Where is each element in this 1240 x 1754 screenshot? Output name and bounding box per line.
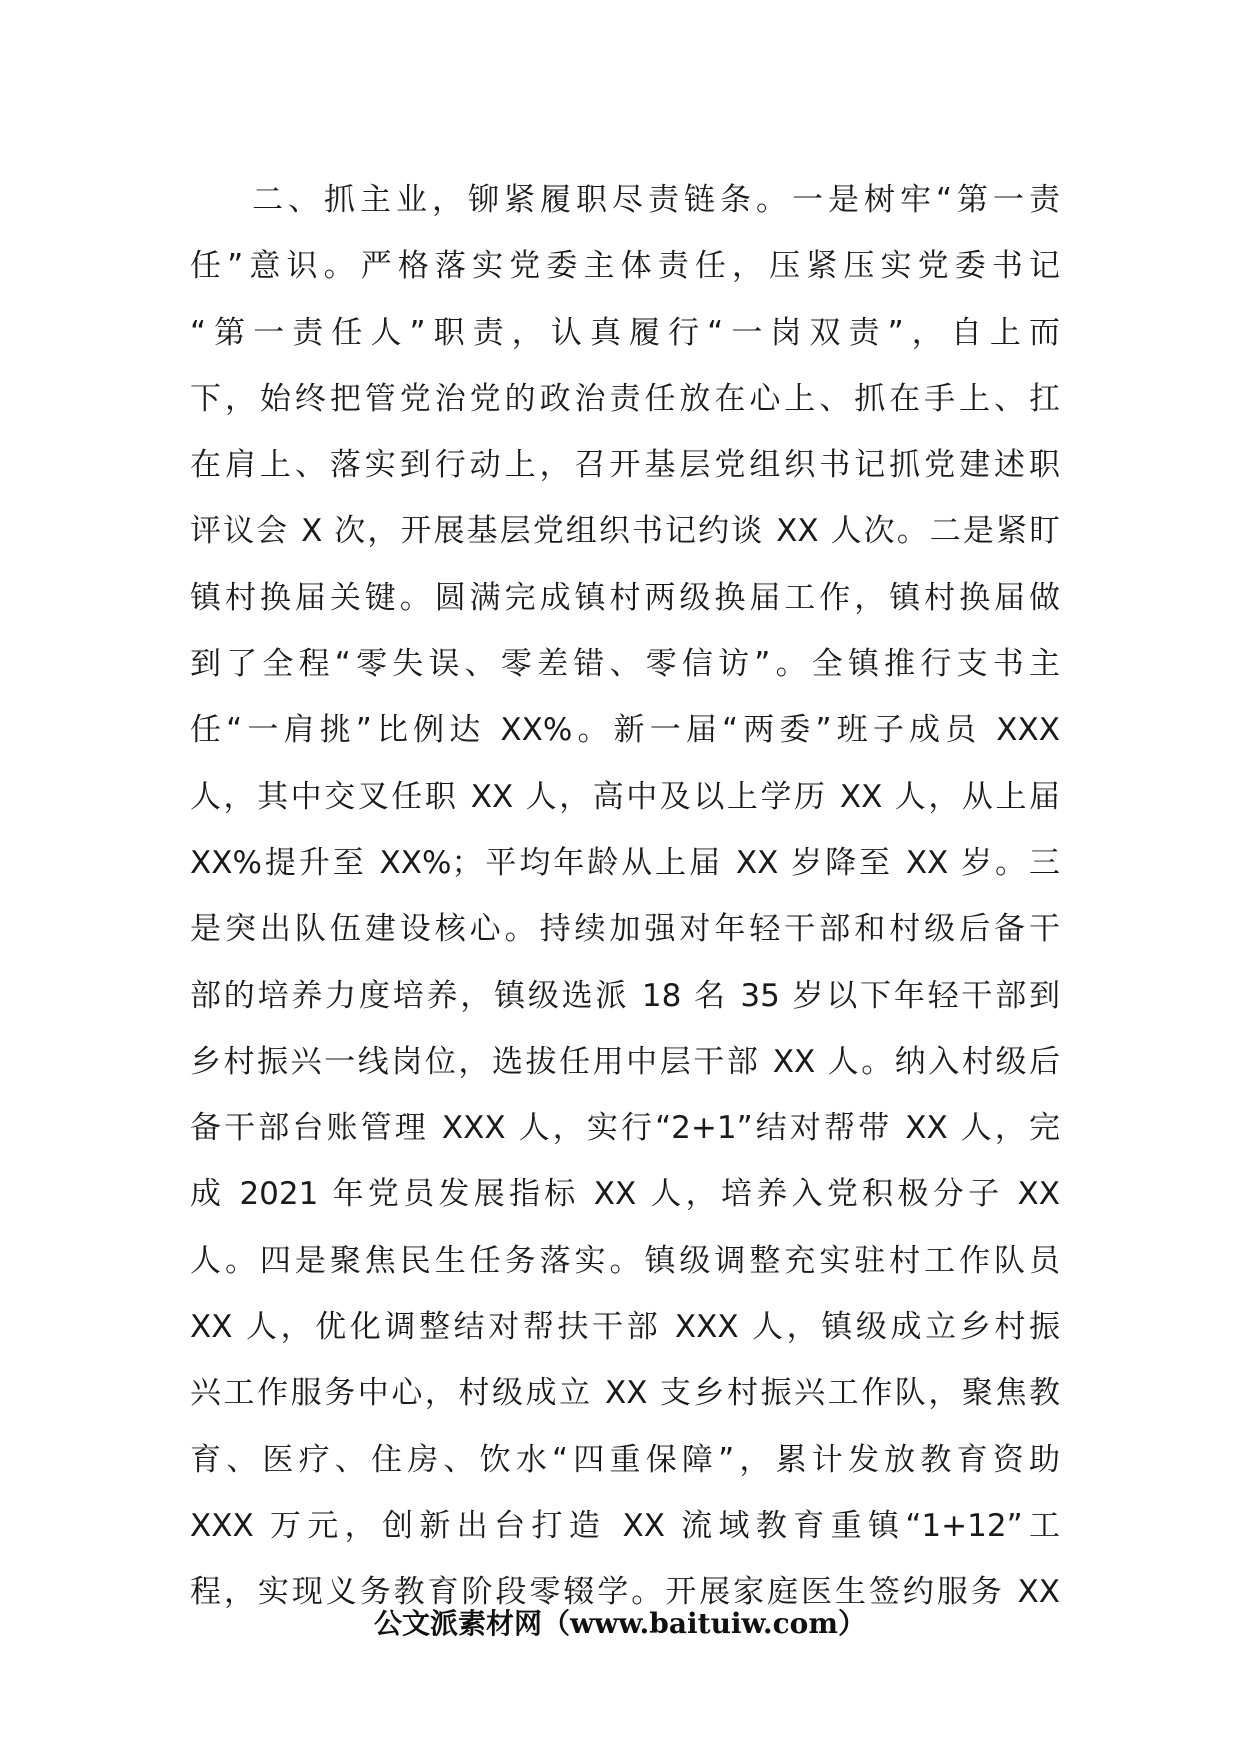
paragraph-line: 在肩上、落实到行动上，召开基层党组织书记抓党建述职 bbox=[190, 447, 1060, 484]
paragraph-line: 下，始终把管党治党的政治责任放在心上、抓在手上、扛 bbox=[190, 380, 1060, 417]
paragraph-line: 任“一肩挑”比例达 XX%。新一届“两委”班子成员 XXX bbox=[190, 712, 1060, 749]
body-paragraph bbox=[190, 167, 1060, 1626]
paragraph-line: XX%提升至 XX%；平均年龄从上届 XX 岁降至 XX 岁。三 bbox=[190, 844, 1060, 881]
paragraph-line: 乡村振兴一线岗位，选拔任用中层干部 XX 人。纳入村级后 bbox=[190, 1043, 1060, 1080]
paragraph-line: 人，其中交叉任职 XX 人，高中及以上学历 XX 人，从上届 bbox=[190, 778, 1060, 815]
paragraph-line: 评议会 X 次，开展基层党组织书记约谈 XX 人次。二是紧盯 bbox=[190, 513, 1060, 550]
footer-watermark: 公文派素材网（www.baituiw.com） bbox=[374, 1607, 866, 1640]
paragraph-line: 镇村换届关键。圆满完成镇村两级换届工作，镇村换届做 bbox=[190, 579, 1060, 616]
paragraph-line: 部的培养力度培养，镇级选派 18 名 35 岁以下年轻干部到 bbox=[190, 977, 1060, 1014]
paragraph-line: 人。四是聚焦民生任务落实。镇级调整充实驻村工作队员 bbox=[190, 1242, 1060, 1279]
paragraph-line: “第一责任人”职责，认真履行“一岗双责”，自上而 bbox=[190, 314, 1060, 351]
paragraph-line: 成 2021 年党员发展指标 XX 人，培养入党积极分子 XX bbox=[190, 1176, 1060, 1213]
paragraph-line: 程，实现义务教育阶段零辍学。开展家庭医生签约服务 XX bbox=[190, 1574, 1060, 1611]
paragraph-line: 育、医疗、住房、饮水“四重保障”，累计发放教育资助 bbox=[190, 1441, 1060, 1478]
paragraph-line: 是突出队伍建设核心。持续加强对年轻干部和村级后备干 bbox=[190, 911, 1060, 948]
paragraph-line: 到了全程“零失误、零差错、零信访”。全镇推行支书主 bbox=[190, 646, 1060, 683]
paragraph-line: 兴工作服务中心，村级成立 XX 支乡村振兴工作队，聚焦教 bbox=[190, 1375, 1060, 1412]
paragraph-line: XX 人，优化调整结对帮扶干部 XXX 人，镇级成立乡村振 bbox=[190, 1309, 1060, 1346]
paragraph-line: 二、抓主业，铆紧履职尽责链条。一是树牢“第一责 bbox=[252, 182, 1060, 218]
paragraph-line: 备干部台账管理 XXX 人，实行“2+1”结对帮带 XX 人，完 bbox=[190, 1110, 1060, 1147]
paragraph-line: XXX 万元，创新出台打造 XX 流域教育重镇“1+12”工 bbox=[190, 1507, 1060, 1544]
paragraph-line: 任”意识。严格落实党委主体责任，压紧压实党委书记 bbox=[190, 248, 1060, 285]
